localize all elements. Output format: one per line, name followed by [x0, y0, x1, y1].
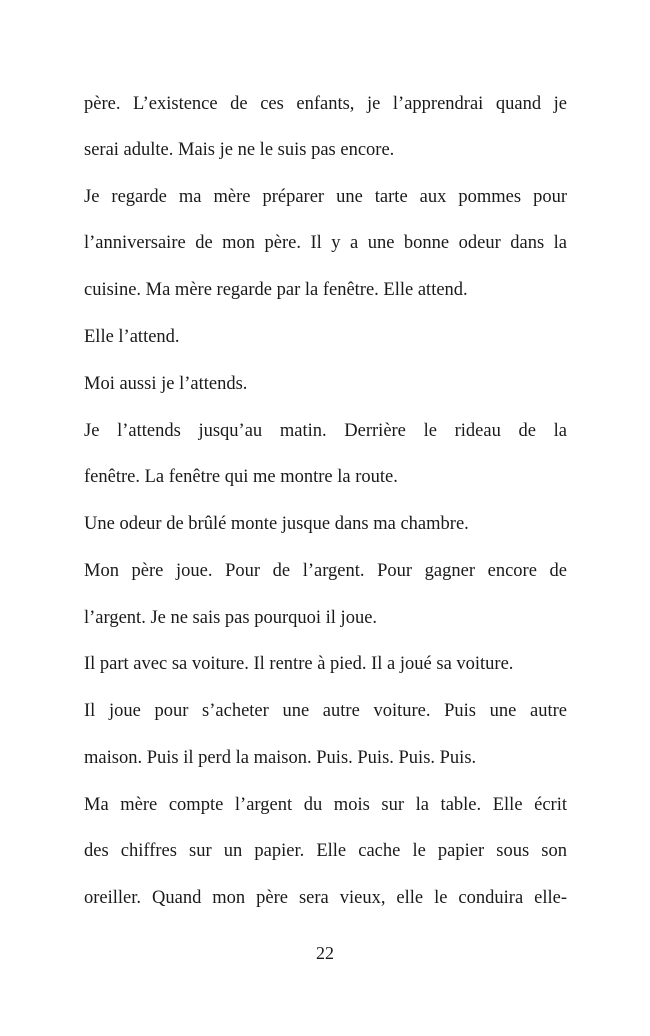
- text-line-16: Ma mère compte l’argent du mois sur la table. Elle écrit: [84, 795, 567, 815]
- text-line-5: cuisine. Ma mère regarde par la fenêtre. Elle attend.: [84, 280, 468, 300]
- text-line-8: Je l’attends jusqu’au matin. Derrière le rideau de la: [84, 421, 567, 441]
- text-line-10: Une odeur de brûlé monte jusque dans ma chambre.: [84, 514, 469, 534]
- text-line-13: Il part avec sa voiture. Il rentre à pied. Il a joué sa voiture.: [84, 654, 514, 674]
- text-line-6: Elle l’attend.: [84, 327, 180, 347]
- page-number: 22: [316, 943, 334, 963]
- text-line-15: maison. Puis il perd la maison. Puis. Puis. Puis. Puis.: [84, 748, 477, 768]
- text-line-1: père. L’existence de ces enfants, je l’apprendrai quand je: [84, 94, 567, 114]
- text-line-3: Je regarde ma mère préparer une tarte aux pommes pour: [84, 187, 567, 207]
- text-line-2: serai adulte. Mais je ne le suis pas encore.: [84, 140, 395, 160]
- text-line-14: Il joue pour s’acheter une autre voiture. Puis une autre: [84, 701, 567, 721]
- text-line-12: l’argent. Je ne sais pas pourquoi il joue.: [84, 608, 378, 628]
- text-line-18: oreiller. Quand mon père sera vieux, elle le conduira elle-: [84, 888, 567, 908]
- text-line-4: l’anniversaire de mon père. Il y a une bonne odeur dans la: [84, 233, 567, 253]
- text-line-11: Mon père joue. Pour de l’argent. Pour gagner encore de: [84, 561, 567, 581]
- text-line-9: fenêtre. La fenêtre qui me montre la route.: [84, 467, 398, 487]
- text-line-17: des chiffres sur un papier. Elle cache le papier sous son: [84, 841, 567, 861]
- text-line-7: Moi aussi je l’attends.: [84, 374, 248, 394]
